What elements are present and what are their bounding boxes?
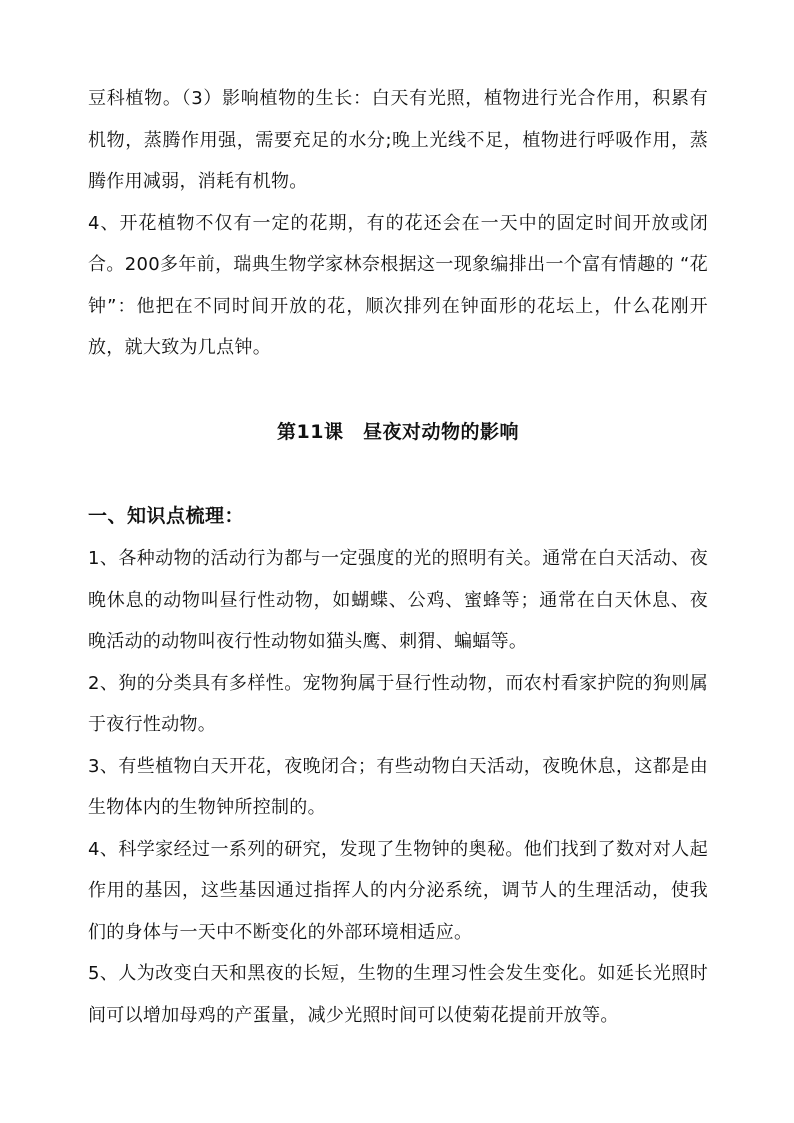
knowledge-point-4: 4、科学家经过一系列的研究，发现了生物钟的奥秘。他们找到了数对对人起作用的基因，这些基因通过指挥人的内分泌系统，调节人的生理活动，使我们的身体与一天中不断变化的外部环境相适应。 bbox=[88, 838, 708, 943]
lesson-title: 第11课 昼夜对动物的影响 bbox=[277, 421, 519, 443]
knowledge-points bbox=[88, 538, 708, 1036]
knowledge-point-1: 1、各种动物的活动行为都与一定强度的光的照明有关。通常在白天活动、夜晚休息的动物叫昼行性动物，如蝴蝶、公鸡、蜜蜂等；通常在白天休息、夜晚活动的动物叫夜行性动物如猫头鹰、刺猬、蝙蝠等。 bbox=[88, 548, 708, 652]
section-heading: 一、知识点梳理： bbox=[88, 505, 245, 527]
paragraph-plant-growth: 豆科植物。（3）影响植物的生长：白天有光照，植物进行光合作用，积累有机物，蒸腾作用强，需要充足的水分;晚上光线不足，植物进行呼吸作用，蒸腾作用减弱，消耗有机物。 bbox=[88, 88, 708, 192]
previous-lesson-continuation bbox=[88, 78, 708, 369]
knowledge-point-3: 3、有些植物白天开花，夜晚闭合；有些动物白天活动，夜晚休息，这都是由生物体内的生物钟所控制的。 bbox=[88, 755, 708, 818]
knowledge-point-2: 2、狗的分类具有多样性。宠物狗属于昼行性动物，而农村看家护院的狗则属于夜行性动物。 bbox=[88, 672, 708, 735]
knowledge-point-5: 5、人为改变白天和黑夜的长短，生物的生理习性会发生变化。如延长光照时间可以增加母鸡的产蛋量，减少光照时间可以使菊花提前开放等。 bbox=[88, 963, 708, 1026]
paragraph-flower-clock: 4、开花植物不仅有一定的花期，有的花还会在一天中的固定时间开放或闭合。200多年前，瑞典生物学家林奈根据这一现象编排出一个富有情趣的 “花钟”：他把在不同时间开放的花，顺次排列在钟面形的花坛上，什么花刚开放，就大致为几点钟。 bbox=[88, 212, 708, 358]
